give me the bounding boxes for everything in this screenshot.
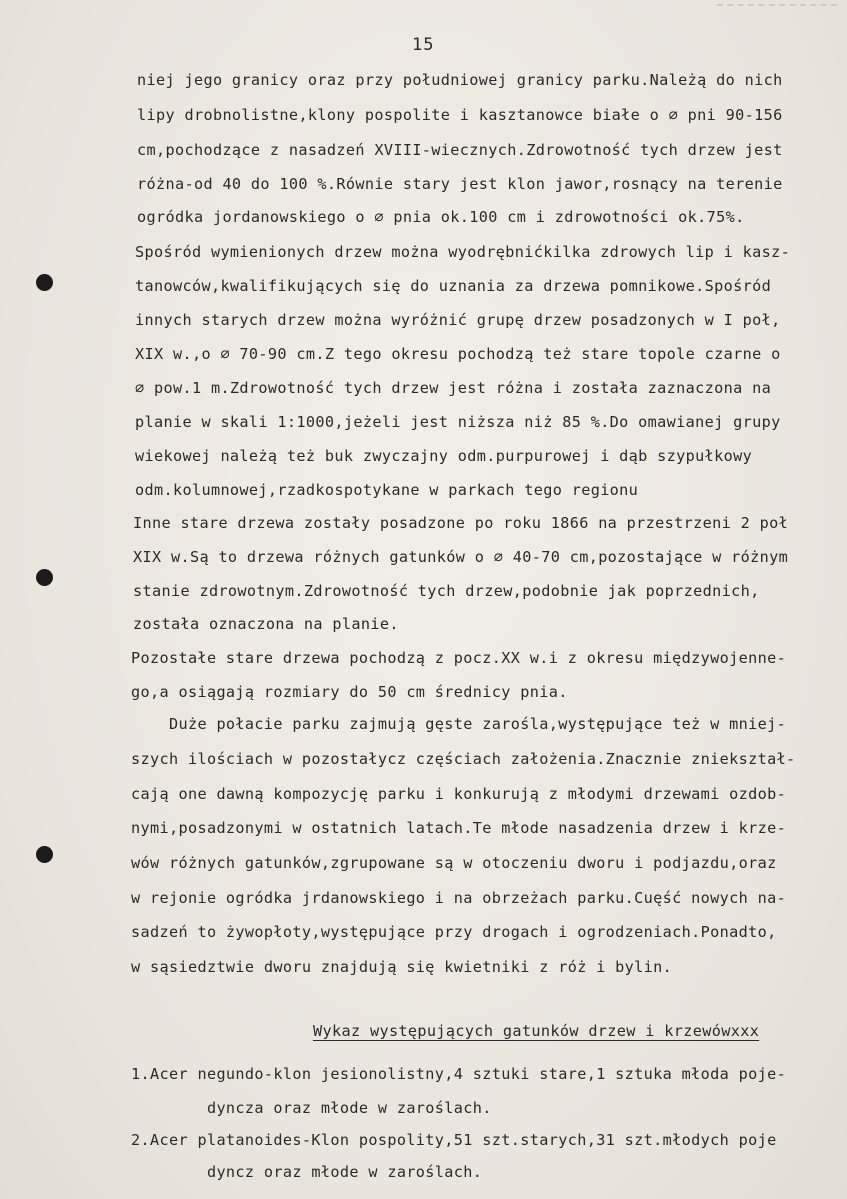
text-line: różna-od 40 do 100 %.Równie stary jest klon jawor,rosnący na terenie: [137, 175, 783, 193]
text-line: planie w skali 1:1000,jeżeli jest niższa niż 85 %.Do omawianej grupy: [135, 413, 781, 431]
text-line: stanie zdrowotnym.Zdrowotność tych drzew,podobnie jak poprzednich,: [133, 582, 760, 600]
punch-hole: [36, 569, 53, 586]
text-line: wów różnych gatunków,zgrupowane są w otoczeniu dworu i podjazdu,oraz: [131, 854, 777, 872]
punch-hole: [36, 846, 53, 863]
text-line: wiekowej należą też buk zwyczajny odm.purpurowej i dąb szypułkowy: [135, 447, 753, 465]
text-line: Duże połacie parku zajmują gęste zarośla,występujące też w mniej-: [131, 715, 787, 733]
text-line: Spośród wymienionych drzew można wyodrębnićkilka zdrowych lip i kasz-: [135, 243, 791, 261]
section-title: Wykaz występujących gatunków drzew i krzewówxxx: [313, 1022, 760, 1040]
scan-edge-mark: [717, 4, 837, 6]
text-line: w sąsiedztwie dworu znajdują się kwietniki z róż i bylin.: [131, 958, 673, 976]
list-item: 1.Acer negundo-klon jesionolistny,4 sztuki stare,1 sztuka młoda poje-: [131, 1065, 787, 1083]
page-number: 15: [412, 35, 435, 55]
text-line: lipy drobnolistne,klony pospolite i kasztanowce białe o ∅ pni 90-156: [137, 106, 783, 124]
text-line: została oznaczona na planie.: [133, 615, 399, 633]
list-item: 2.Acer platanoides-Klon pospolity,51 szt.starych,31 szt.młodych poje: [131, 1131, 777, 1149]
text-line: szych ilościach w pozostałycz częściach założenia.Znacznie zniekształ-: [131, 750, 796, 768]
text-line: innych starych drzew można wyróżnić grupę drzew posadzonych w I poł,: [135, 311, 781, 329]
text-line: tanowców,kwalifikujących się do uznania za drzewa pomnikowe.Spośród: [135, 277, 772, 295]
text-line: cm,pochodzące z nasadzeń XVIII-wiecznych.Zdrowotność tych drzew jest: [137, 141, 783, 159]
text-line: ∅ pow.1 m.Zdrowotność tych drzew jest różna i została zaznaczona na: [135, 379, 772, 397]
text-line: ogródka jordanowskiego o ∅ pnia ok.100 cm i zdrowotności ok.75%.: [137, 208, 745, 226]
text-line: niej jego granicy oraz przy południowej granicy parku.Należą do nich: [137, 71, 783, 89]
punch-hole: [36, 274, 53, 291]
text-line: cają one dawną kompozycję parku i konkurują z młodymi drzewami ozdob-: [131, 785, 787, 803]
text-line: odm.kolumnowej,rzadkospotykane w parkach tego regionu: [135, 481, 639, 499]
text-line: XIX w.Są to drzewa różnych gatunków o ∅ 40-70 cm,pozostające w różnym: [133, 548, 789, 566]
text-line: nymi,posadzonymi w ostatnich latach.Te młode nasadzenia drzew i krze-: [131, 819, 787, 837]
text-line: XIX w.,o ∅ 70-90 cm.Z tego okresu pochodzą też stare topole czarne o: [135, 345, 781, 363]
text-line: Inne stare drzewa zostały posadzone po roku 1866 na przestrzeni 2 poł: [133, 514, 789, 532]
list-item-continuation: dyncz oraz młode w zaroślach.: [131, 1163, 483, 1181]
text-line: go,a osiągają rozmiary do 50 cm średnicy pnia.: [131, 683, 568, 701]
text-line: w rejonie ogródka jrdanowskiego i na obrzeżach parku.Cuęść nowych na-: [131, 889, 787, 907]
list-item-continuation: dyncza oraz młode w zaroślach.: [131, 1099, 492, 1117]
text-line: sadzeń to żywopłoty,występujące przy drogach i ogrodzeniach.Ponadto,: [131, 923, 777, 941]
text-line: Pozostałe stare drzewa pochodzą z pocz.XX w.i z okresu międzywojenne-: [131, 649, 787, 667]
